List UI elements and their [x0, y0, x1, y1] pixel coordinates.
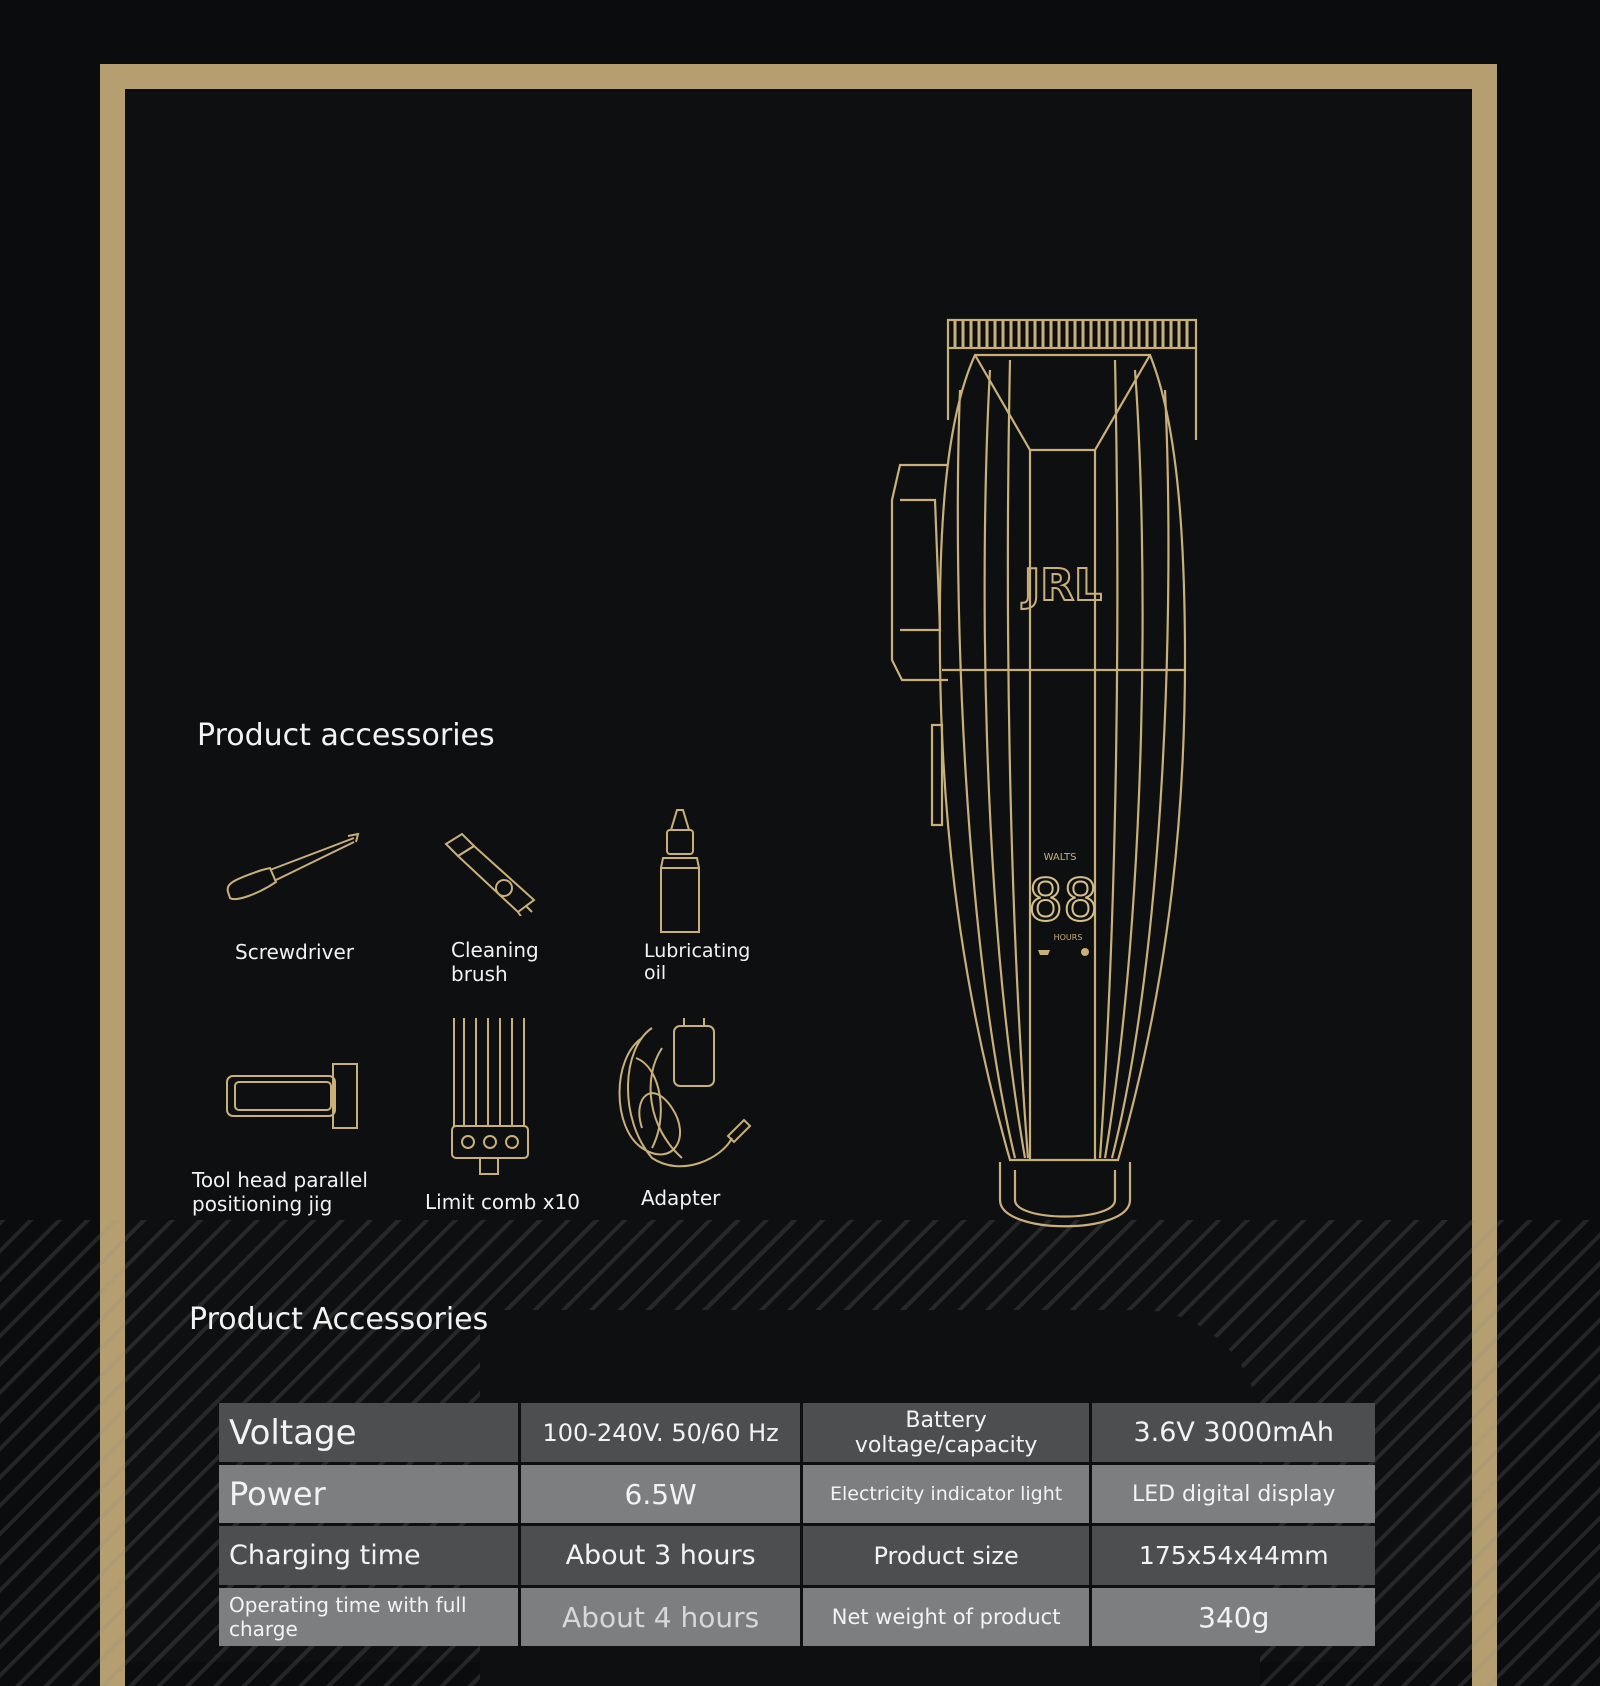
spec-label: Net weight of product: [803, 1588, 1090, 1646]
adapter-icon: [612, 1018, 752, 1178]
adapter-label: Adapter: [641, 1186, 721, 1210]
spec-label: Charging time: [219, 1526, 518, 1585]
specifications-table: [216, 1400, 1378, 1649]
cleaning-brush-label-line2: brush: [451, 962, 508, 986]
screwdriver-label: Screwdriver: [235, 940, 354, 964]
blade-teeth: [948, 320, 1196, 348]
spec-value: LED digital display: [1092, 1465, 1375, 1523]
oil-indicator-icon: [1038, 950, 1050, 955]
positioning-jig-label-line1: Tool head parallel: [192, 1168, 368, 1192]
accessories-heading: Product accessories: [197, 718, 495, 753]
screwdriver-icon: [222, 832, 362, 912]
table-row: [219, 1588, 1375, 1646]
cleaning-brush-icon: [444, 832, 540, 916]
spec-label: Voltage: [219, 1403, 518, 1462]
display-top-label: WALTS: [1043, 852, 1077, 863]
positioning-jig-label-line2: positioning jig: [192, 1192, 333, 1216]
limit-comb-label: Limit comb x10: [425, 1190, 580, 1214]
table-row: [219, 1526, 1375, 1585]
table-row: [219, 1465, 1375, 1523]
hair-clipper-illustration: [880, 300, 1240, 1300]
specs-heading: Product Accessories: [189, 1302, 489, 1337]
positioning-jig-icon: [225, 1062, 361, 1132]
spec-value: 100-240V. 50/60 Hz: [521, 1403, 799, 1462]
oil-bottle-icon: [655, 808, 705, 938]
cleaning-brush-label-line1: Cleaning: [451, 938, 539, 962]
spec-label: Power: [219, 1465, 518, 1523]
spec-value: 6.5W: [521, 1465, 799, 1523]
spec-label: Electricity indicator light: [803, 1465, 1090, 1523]
spec-label: Battery voltage/capacity: [803, 1403, 1090, 1462]
spec-value: 340g: [1092, 1588, 1375, 1646]
lubricating-oil-label-line1: Lubricating: [644, 940, 751, 962]
battery-indicator-icon: [1081, 948, 1089, 956]
spec-value: 3.6V 3000mAh: [1092, 1403, 1375, 1462]
spec-label: Operating time with full charge: [219, 1588, 518, 1646]
limit-comb-icon: [450, 1016, 534, 1176]
spec-value: About 3 hours: [521, 1526, 799, 1585]
spec-value: About 4 hours: [521, 1588, 799, 1646]
spec-label: Product size: [803, 1526, 1090, 1585]
lubricating-oil-label-line2: oil: [644, 962, 667, 984]
led-digital-display: 88: [1028, 866, 1098, 934]
spec-value: 175x54x44mm: [1092, 1526, 1375, 1585]
brand-logo: JRL: [1023, 560, 1103, 611]
table-row: [219, 1403, 1375, 1462]
display-bottom-label: HOURS: [1053, 933, 1083, 942]
